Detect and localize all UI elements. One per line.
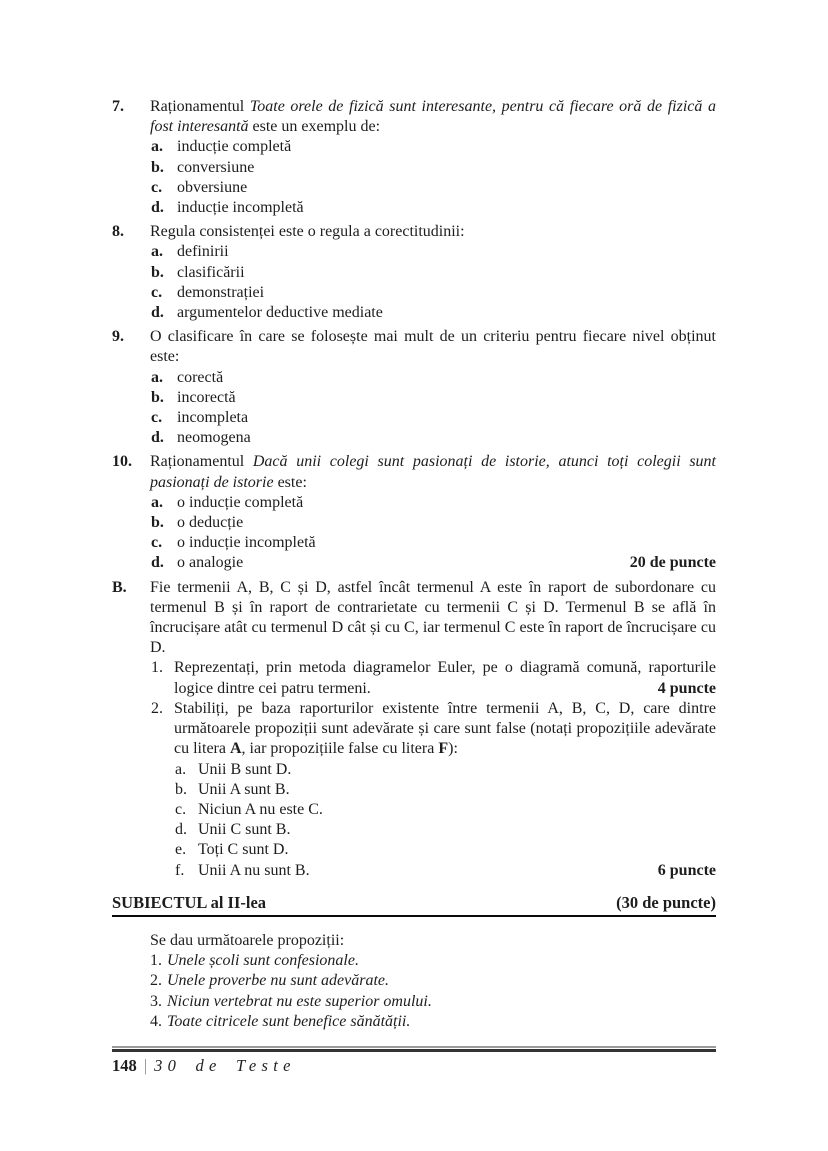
points-label: 6 puncte bbox=[657, 861, 716, 879]
book-title: 30 de Teste bbox=[154, 1056, 296, 1075]
option-letter: b. bbox=[151, 388, 164, 406]
question-7 bbox=[112, 97, 716, 218]
proposition-text: Toate citricele sunt benefice sănătății. bbox=[167, 1012, 411, 1030]
section-label: B. bbox=[112, 578, 127, 596]
question-number: 8. bbox=[112, 223, 124, 241]
section-b bbox=[112, 578, 716, 881]
option-text: Unii C sunt B. bbox=[198, 821, 291, 839]
page-content bbox=[112, 97, 716, 1032]
subject-2-title: SUBIECTUL al II-lea bbox=[112, 892, 267, 912]
item-mid: , iar propozițiile false cu litera bbox=[241, 740, 439, 758]
proposition-text: Unele școli sunt confesionale. bbox=[167, 952, 359, 970]
option-letter: c. bbox=[151, 178, 163, 196]
letter-false-marker: F bbox=[438, 740, 449, 758]
prompt-tail: este un exemplu de: bbox=[248, 118, 381, 136]
option-text: Unii A sunt B. bbox=[198, 780, 290, 798]
option-c bbox=[150, 408, 716, 428]
option-letter: e. bbox=[175, 841, 187, 859]
proposition-1 bbox=[150, 951, 716, 971]
item-tail: ): bbox=[448, 740, 458, 758]
option-letter: d. bbox=[151, 199, 164, 217]
options-list bbox=[150, 137, 716, 218]
question-prompt bbox=[150, 97, 716, 137]
section-b-item-2 bbox=[151, 699, 716, 881]
option-c bbox=[150, 533, 716, 553]
options-list bbox=[150, 368, 716, 449]
option-text: o inducție completă bbox=[177, 493, 304, 511]
footer-rule-thick bbox=[112, 1049, 716, 1052]
section-b-item-1 bbox=[151, 658, 716, 698]
proposition-2 bbox=[150, 971, 716, 991]
option-a bbox=[150, 493, 716, 513]
section-b-intro: Fie termenii A, B, C și D, astfel încât termenul A este în raport de subordonare cu termenul B și în raport de contrarietate cu termenii C și D. Termenul B se află în încrucișare atât cu termenul D cât și cu C, iar termenul C este în raport de încrucișare cu D. bbox=[150, 578, 716, 657]
subject-2-heading-row bbox=[112, 893, 716, 917]
option-letter: d. bbox=[151, 304, 164, 322]
option-letter: a. bbox=[175, 760, 187, 778]
propositions-intro: Se dau următoarele propoziții: bbox=[150, 931, 345, 949]
option-letter: a. bbox=[151, 368, 163, 386]
prompt-lead: Regula consistenței este o regula a corectitudinii: bbox=[150, 223, 465, 241]
option-c bbox=[150, 283, 716, 303]
sub-option-b bbox=[174, 780, 716, 800]
option-letter: b. bbox=[151, 158, 164, 176]
question-number: 10. bbox=[112, 453, 132, 471]
option-letter: b. bbox=[151, 263, 164, 281]
sub-option-d bbox=[174, 820, 716, 840]
option-b bbox=[150, 513, 716, 533]
option-b bbox=[150, 158, 716, 178]
option-letter: c. bbox=[151, 409, 163, 427]
option-text: Niciun A nu este C. bbox=[198, 800, 323, 818]
option-letter: d. bbox=[151, 429, 164, 447]
option-text: o inducție incompletă bbox=[177, 534, 316, 552]
option-letter: d. bbox=[175, 821, 187, 839]
question-number: 7. bbox=[112, 98, 124, 115]
sub-option-f bbox=[174, 861, 716, 881]
proposition-text: Unele proverbe nu sunt adevărate. bbox=[167, 972, 390, 990]
option-a bbox=[150, 137, 716, 157]
item-number: 2. bbox=[151, 699, 163, 717]
option-text: definirii bbox=[177, 243, 229, 261]
option-text: neomogena bbox=[177, 429, 251, 447]
option-text: clasificării bbox=[177, 263, 245, 281]
proposition-3 bbox=[150, 992, 716, 1012]
prompt-lead: Raționamentul bbox=[150, 98, 250, 115]
item-text bbox=[174, 699, 716, 760]
question-prompt bbox=[150, 452, 716, 492]
proposition-number: 2. bbox=[150, 972, 162, 990]
option-b bbox=[150, 263, 716, 283]
option-text: demonstrației bbox=[177, 283, 265, 301]
option-letter: d. bbox=[151, 554, 164, 572]
question-prompt bbox=[150, 327, 716, 367]
option-text: inducție incompletă bbox=[177, 199, 304, 217]
option-c bbox=[150, 178, 716, 198]
option-a bbox=[150, 242, 716, 262]
sub-options-list bbox=[174, 760, 716, 881]
question-8 bbox=[112, 222, 716, 323]
prompt-quoted-reasoning: Dacă unii colegi sunt pasionați de istorie, atunci toți colegii sunt pasionați de istorie bbox=[150, 453, 716, 491]
prompt-lead: Raționamentul bbox=[150, 453, 253, 471]
option-text: o deducție bbox=[177, 514, 244, 532]
prompt-quoted-reasoning: Toate orele de fizică sunt interesante, pentru că fiecare oră de fizică a fost interesantă bbox=[150, 98, 717, 136]
proposition-number: 3. bbox=[150, 992, 162, 1010]
option-a bbox=[150, 368, 716, 388]
option-text: inducție completă bbox=[177, 138, 292, 156]
proposition-number: 1. bbox=[150, 952, 162, 970]
option-letter: b. bbox=[151, 514, 164, 532]
option-text: argumentelor deductive mediate bbox=[177, 304, 383, 322]
options-list bbox=[150, 493, 716, 574]
option-d bbox=[150, 428, 716, 448]
option-text: o analogie bbox=[177, 554, 244, 572]
option-text: Unii B sunt D. bbox=[198, 760, 292, 778]
option-letter: f. bbox=[175, 861, 185, 879]
points-label: 4 puncte bbox=[657, 679, 716, 697]
proposition-4 bbox=[150, 1012, 716, 1032]
page-footer bbox=[112, 1046, 716, 1076]
footer-rule-thin bbox=[112, 1046, 716, 1048]
prompt-lead: O clasificare în care se folosește mai mult de un criteriu pentru fiecare nivel obținut este: bbox=[150, 328, 716, 366]
footer-text bbox=[112, 1056, 716, 1076]
option-d bbox=[150, 198, 716, 218]
propositions-block bbox=[112, 931, 716, 1032]
option-letter: a. bbox=[151, 493, 163, 511]
option-text: incompleta bbox=[177, 409, 249, 427]
option-d bbox=[150, 303, 716, 323]
page-number: 148 bbox=[112, 1056, 137, 1075]
sub-option-e bbox=[174, 840, 716, 860]
question-number: 9. bbox=[112, 328, 124, 346]
option-letter: c. bbox=[151, 283, 163, 301]
option-letter: c. bbox=[175, 800, 187, 818]
footer-separator: | bbox=[143, 1056, 148, 1075]
question-prompt bbox=[150, 222, 716, 242]
points-label: 20 de puncte bbox=[629, 554, 716, 572]
option-text: conversiune bbox=[177, 158, 255, 176]
option-text: incorectă bbox=[177, 388, 236, 406]
option-text: corectă bbox=[177, 368, 224, 386]
option-text: Unii A nu sunt B. bbox=[198, 861, 310, 879]
item-body: Reprezentați, prin metoda diagramelor Euler, pe o diagramă comună, raporturile logice dintre cei patru termeni. bbox=[174, 659, 716, 697]
question-9 bbox=[112, 327, 716, 448]
item-lead: Stabiliți, pe baza raporturilor existente între termenii A, B, C, D, care dintre următoarele propoziții sunt adevărate și care sunt false (notați propozițiile adevărate cu litera bbox=[174, 699, 716, 758]
question-10 bbox=[112, 452, 716, 573]
option-letter: c. bbox=[151, 534, 163, 552]
option-letter: a. bbox=[151, 138, 163, 156]
options-list bbox=[150, 242, 716, 323]
option-d bbox=[150, 553, 716, 573]
letter-true-marker: A bbox=[229, 740, 242, 758]
proposition-number: 4. bbox=[150, 1012, 162, 1030]
option-text: Toți C sunt D. bbox=[198, 841, 289, 859]
option-letter: b. bbox=[175, 780, 187, 798]
subject-2-points: (30 de puncte) bbox=[616, 892, 716, 912]
option-letter: a. bbox=[151, 243, 163, 261]
proposition-text: Niciun vertebrat nu este superior omului. bbox=[167, 992, 432, 1010]
sub-option-a bbox=[174, 760, 716, 780]
option-text: obversiune bbox=[177, 178, 248, 196]
option-b bbox=[150, 388, 716, 408]
item-text bbox=[174, 658, 716, 698]
sub-option-c bbox=[174, 800, 716, 820]
item-number: 1. bbox=[151, 659, 163, 677]
prompt-tail: este: bbox=[273, 473, 307, 491]
